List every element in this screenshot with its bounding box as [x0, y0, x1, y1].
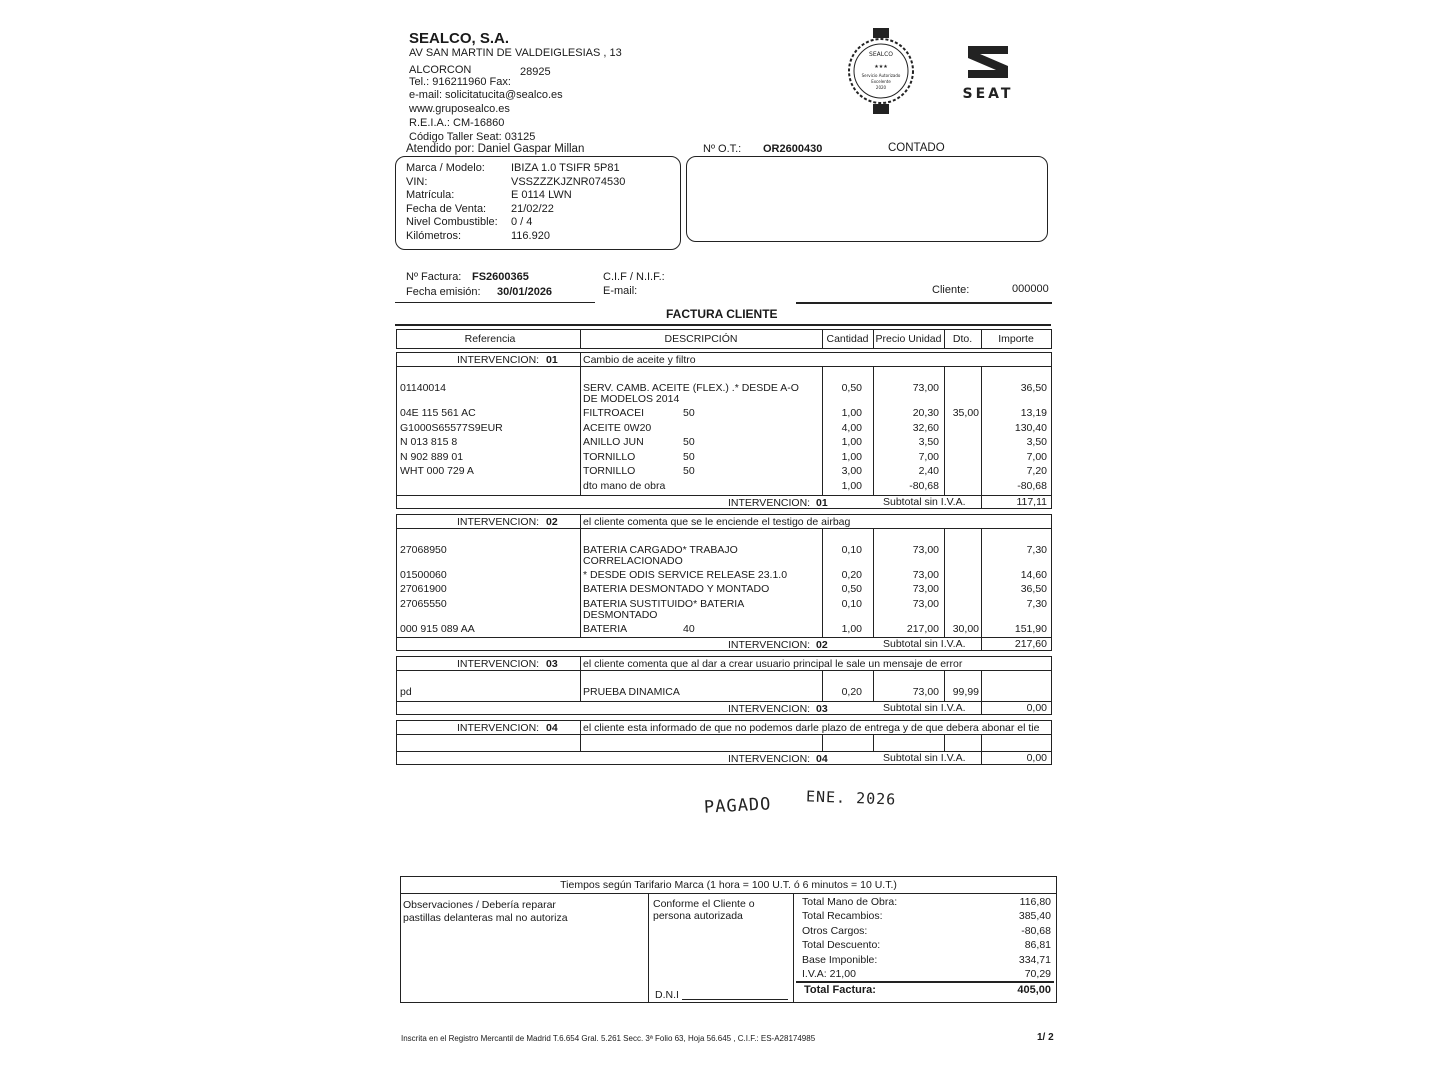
item-amount: 7,20 [1026, 465, 1047, 478]
seal-line3: Excelente [871, 79, 891, 84]
invoice-date: 30/01/2026 [497, 286, 553, 298]
item-unit-price: 32,60 [912, 421, 939, 434]
item-unit-price: 73,00 [912, 568, 939, 581]
total-value: 70,29 [1024, 968, 1051, 980]
invoice-date-label: Fecha emisión: [406, 286, 481, 298]
seat-logo-text: SEAT [962, 86, 1014, 100]
subtotal-intervention-label: INTERVENCION: [728, 703, 811, 715]
total-label: I.V.A: 21,00 [802, 968, 856, 980]
intervention-body [396, 671, 1052, 701]
page-number: 1/ 2 [1037, 1032, 1054, 1043]
intervention-title: el cliente esta informado de que no podemos darle plazo de entrega y de que debera abonar el tie [583, 722, 1040, 734]
item-discount: 99,99 [952, 686, 979, 699]
column-divider [580, 367, 581, 495]
service-seal-icon [848, 28, 914, 114]
column-divider [873, 671, 874, 701]
subtotal-label: Subtotal sin I.V.A. [883, 702, 966, 714]
column-divider [944, 735, 945, 751]
subtotal-intervention-label: INTERVENCION: [728, 753, 811, 765]
subtotal-value: 0,00 [1026, 752, 1047, 764]
item-discount: 30,00 [952, 622, 979, 635]
item-reference: 27065550 [400, 597, 447, 610]
subtotal-intervention-number: 03 [816, 703, 828, 715]
seal-line1: SEALCO [869, 51, 893, 58]
column-divider [822, 671, 823, 701]
column-divider [873, 329, 874, 349]
client-label: Cliente: [932, 284, 970, 296]
company-address: AV SAN MARTIN DE VALDEIGLESIAS , 13 [409, 47, 622, 59]
intervention-body [396, 367, 1052, 495]
column-divider [580, 671, 581, 701]
item-reference: 01500060 [400, 568, 447, 581]
item-amount: 36,50 [1020, 583, 1047, 596]
column-divider [580, 720, 581, 735]
column-header-ref: Referencia [464, 333, 516, 345]
item-units: 50 [683, 465, 695, 478]
column-divider [822, 329, 823, 349]
vehicle-field-value: VSSZZZKJZNR074530 [511, 175, 626, 188]
subtotal-value: 0,00 [1026, 702, 1047, 714]
company-email: e-mail: solicitatucita@sealco.es [409, 89, 563, 101]
item-quantity: 0,50 [841, 583, 862, 596]
column-divider [580, 514, 581, 529]
column-divider [944, 529, 945, 638]
item-amount: 130,40 [1014, 421, 1047, 434]
item-unit-price: 7,00 [918, 450, 939, 463]
subtotal-value: 117,11 [1016, 495, 1047, 508]
item-quantity: 0,20 [841, 686, 862, 699]
item-units: 50 [683, 407, 695, 419]
intervention-title: Cambio de aceite y filtro [583, 354, 696, 366]
item-unit-price: 73,00 [912, 583, 939, 596]
column-divider [981, 367, 982, 495]
seal-line4: 2020 [875, 85, 887, 90]
invoice-number: FS2600365 [472, 271, 529, 283]
item-reference: pd [400, 686, 412, 699]
client-box [686, 156, 1048, 242]
item-quantity: 0,50 [841, 382, 862, 394]
item-amount: 13,19 [1020, 407, 1047, 419]
subtotal-value: 217,60 [1014, 638, 1047, 651]
item-quantity: 0,20 [841, 568, 862, 581]
intervention-label: INTERVENCION: [457, 658, 540, 671]
subtotal-label: Subtotal sin I.V.A. [883, 752, 966, 764]
column-divider [822, 367, 823, 495]
item-reference: 000 915 089 AA [400, 622, 475, 635]
company-web: www.gruposealco.es [409, 103, 510, 115]
intervention-label: INTERVENCION: [457, 515, 540, 528]
item-description: * DESDE ODIS SERVICE RELEASE 23.1.0 [583, 568, 788, 581]
vehicle-field-label: Fecha de Venta: [406, 202, 487, 215]
vehicle-field-label: Nivel Combustible: [406, 216, 498, 229]
item-reference: 04E 115 561 AC [400, 407, 476, 419]
item-amount: 3,50 [1026, 436, 1047, 449]
item-amount: 151,90 [1014, 622, 1047, 635]
registry-note: Inscrita en el Registro Mercantil de Madrid T.6.654 Gral. 5.261 Secc. 3ª Folio 63, Hoja 56.645 , C.I.F.: ES-A28174985 [401, 1034, 816, 1043]
subtotal-intervention-number: 02 [816, 639, 828, 652]
item-reference: 27068950 [400, 543, 447, 556]
item-description: ACEITE 0W20 [583, 421, 652, 434]
observations-text: pastillas delanteras mal no autoriza [403, 912, 568, 924]
paid-stamp: PAGADO [703, 794, 772, 818]
subtotal-intervention-label: INTERVENCION: [728, 639, 811, 652]
item-unit-price: 73,00 [912, 597, 939, 610]
total-value: 385,40 [1018, 910, 1051, 923]
vehicle-field-value: 0 / 4 [511, 216, 533, 229]
company-reia: R.E.I.A.: CM-16860 [409, 117, 505, 129]
item-units: 50 [683, 436, 695, 449]
item-reference: G1000S65577S9EUR [400, 421, 503, 434]
item-unit-price: 73,00 [912, 543, 939, 556]
subtotal-intervention-label: INTERVENCION: [728, 496, 811, 509]
intervention-body [396, 735, 1052, 751]
item-units: 50 [683, 450, 695, 463]
column-divider [873, 529, 874, 638]
vehicle-field-label: Marca / Modelo: [406, 162, 485, 174]
item-unit-price: 217,00 [906, 622, 939, 635]
item-quantity: 3,00 [841, 465, 862, 478]
consent-label: Conforme el Cliente o [653, 898, 755, 910]
intervention-label: INTERVENCION: [457, 722, 540, 734]
column-divider [580, 656, 581, 671]
summary-box [400, 876, 1057, 1003]
column-divider [580, 529, 581, 638]
total-value: -80,68 [1021, 924, 1051, 937]
column-header-price: Precio Unidad [875, 333, 942, 345]
item-quantity: 1,00 [841, 480, 862, 492]
column-divider [944, 671, 945, 701]
intervention-number: 01 [546, 354, 558, 366]
column-divider [981, 671, 982, 701]
column-divider [873, 735, 874, 751]
intervention-body [396, 529, 1052, 638]
item-quantity: 1,00 [841, 407, 862, 419]
item-amount: 36,50 [1020, 382, 1047, 394]
item-description: FILTROACEI [583, 407, 645, 419]
item-amount: 7,30 [1026, 543, 1047, 556]
vehicle-field-value: 21/02/22 [511, 202, 554, 215]
column-header-desc: DESCRIPCIÓN [664, 333, 738, 345]
column-divider [822, 735, 823, 751]
item-reference: 01140014 [400, 382, 446, 394]
column-divider [873, 367, 874, 495]
seal-line2: Servicio Autorizado [861, 73, 901, 78]
attended-by: Atendido por: Daniel Gaspar Millan [406, 143, 585, 155]
intervention-number: 02 [546, 515, 558, 528]
cif-label: C.I.F / N.I.F.: [603, 271, 665, 283]
item-quantity: 4,00 [841, 421, 862, 434]
column-divider [822, 529, 823, 638]
grand-total-label: Total Factura: [804, 984, 876, 996]
total-value: 334,71 [1018, 953, 1051, 966]
item-unit-price: -80,68 [909, 480, 939, 492]
item-description: BATERIA SUSTITUIDO* BATERIA [583, 597, 745, 610]
tariff-note: Tiempos según Tarifario Marca (1 hora = 100 U.T. ó 6 minutos = 10 U.T.) [560, 879, 897, 891]
subtotal-label: Subtotal sin I.V.A. [883, 638, 966, 651]
vehicle-field-label: Matrícula: [406, 189, 455, 202]
total-value: 86,81 [1024, 939, 1051, 952]
item-description: TORNILLO [583, 465, 636, 478]
item-description-continued: DE MODELOS 2014 [583, 393, 680, 405]
seat-logo-icon [950, 44, 1026, 100]
column-divider [944, 367, 945, 495]
column-divider [944, 329, 945, 349]
item-reference: 27061900 [400, 583, 447, 596]
item-unit-price: 73,00 [912, 382, 939, 394]
column-divider [580, 352, 581, 367]
vehicle-field-label: VIN: [406, 175, 428, 188]
subtotal-label: Subtotal sin I.V.A. [883, 495, 966, 508]
column-divider [580, 329, 581, 349]
column-header-qty: Cantidad [826, 333, 869, 345]
company-city: ALCORCON [409, 64, 472, 76]
column-header-dto: Dto. [952, 333, 973, 345]
total-label: Otros Cargos: [802, 924, 868, 937]
intervention-number: 03 [546, 658, 558, 671]
paid-stamp-date: ENE. 2026 [805, 787, 897, 809]
column-divider [981, 329, 982, 349]
item-units: 40 [683, 622, 695, 635]
company-name: SEALCO, S.A. [409, 30, 510, 47]
invoice-number-label: Nº Factura: [406, 271, 462, 283]
intervention-number: 04 [546, 722, 558, 734]
column-divider [981, 735, 982, 751]
item-amount: -80,68 [1017, 480, 1047, 492]
vehicle-field-label: Kilómetros: [406, 230, 462, 242]
subtotal-intervention-number: 01 [816, 496, 828, 509]
column-header-amount: Importe [998, 333, 1034, 345]
item-description-continued: CORRELACIONADO [583, 554, 683, 567]
item-amount: 7,00 [1026, 450, 1047, 463]
vehicle-field-value: IBIZA 1.0 TSIFR 5P81 [511, 162, 620, 174]
item-reference: N 902 889 01 [400, 450, 464, 463]
item-amount: 14,60 [1020, 568, 1047, 581]
subtotal-intervention-number: 04 [816, 753, 828, 765]
item-quantity: 1,00 [841, 622, 862, 635]
item-reference: WHT 000 729 A [400, 465, 474, 478]
item-quantity: 0,10 [841, 543, 862, 556]
total-label: Total Recambios: [802, 910, 883, 923]
payment-type: CONTADO [888, 142, 945, 154]
vehicle-field-value: E 0114 LWN [511, 189, 572, 202]
intervention-title: el cliente comenta que al dar a crear usuario principal le sale un mensaje de error [583, 658, 963, 671]
total-label: Total Descuento: [802, 939, 881, 952]
dni-label: D.N.I [655, 989, 679, 1001]
item-description: TORNILLO [583, 450, 636, 463]
item-description: BATERIA [583, 622, 628, 635]
item-description: SERV. CAMB. ACEITE (FLEX.) .* DESDE A-O [583, 382, 799, 394]
consent-label-2: persona autorizada [653, 910, 743, 922]
svg-text:★★★: ★★★ [874, 64, 888, 70]
workshop-code: Código Taller Seat: 03125 [409, 131, 536, 143]
item-description-continued: DESMONTADO [583, 608, 658, 621]
item-quantity: 0,10 [841, 597, 862, 610]
grand-total: 405,00 [1017, 984, 1051, 996]
item-reference: N 013 815 8 [400, 436, 458, 449]
total-label: Base Imponible: [802, 953, 878, 966]
item-description: BATERIA CARGADO* TRABAJO [583, 543, 738, 556]
item-unit-price: 20,30 [912, 407, 939, 419]
item-unit-price: 2,40 [918, 465, 939, 478]
company-phone: Tel.: 916211960 Fax: [409, 76, 511, 88]
seat-logo [950, 44, 1026, 100]
item-quantity: 1,00 [841, 436, 862, 449]
intervention-label: INTERVENCION: [457, 354, 540, 366]
item-discount: 35,00 [952, 407, 979, 419]
item-description: ANILLO JUN [583, 436, 644, 449]
email-label: E-mail: [603, 285, 638, 297]
item-unit-price: 3,50 [918, 436, 939, 449]
item-quantity: 1,00 [841, 450, 862, 463]
intervention-title: el cliente comenta que se le enciende el testigo de airbag [583, 515, 851, 528]
total-value: 116,80 [1019, 896, 1051, 908]
order-label: Nº O.T.: [703, 143, 742, 155]
item-amount: 7,30 [1026, 597, 1047, 610]
order-number: OR2600430 [763, 143, 823, 155]
column-divider [580, 735, 581, 751]
total-label: Total Mano de Obra: [802, 896, 898, 908]
item-description: dto mano de obra [583, 480, 666, 492]
column-divider [981, 529, 982, 638]
vehicle-field-value: 116.920 [511, 230, 550, 242]
invoice-title: FACTURA CLIENTE [666, 307, 778, 321]
item-unit-price: 73,00 [912, 686, 939, 699]
company-postal-code: 28925 [520, 66, 551, 78]
client-number: 000000 [1012, 283, 1049, 295]
item-description: BATERIA DESMONTADO Y MONTADO [583, 583, 770, 596]
item-description: PRUEBA DINAMICA [583, 686, 680, 699]
observations-label: Observaciones / Debería reparar [403, 899, 556, 911]
